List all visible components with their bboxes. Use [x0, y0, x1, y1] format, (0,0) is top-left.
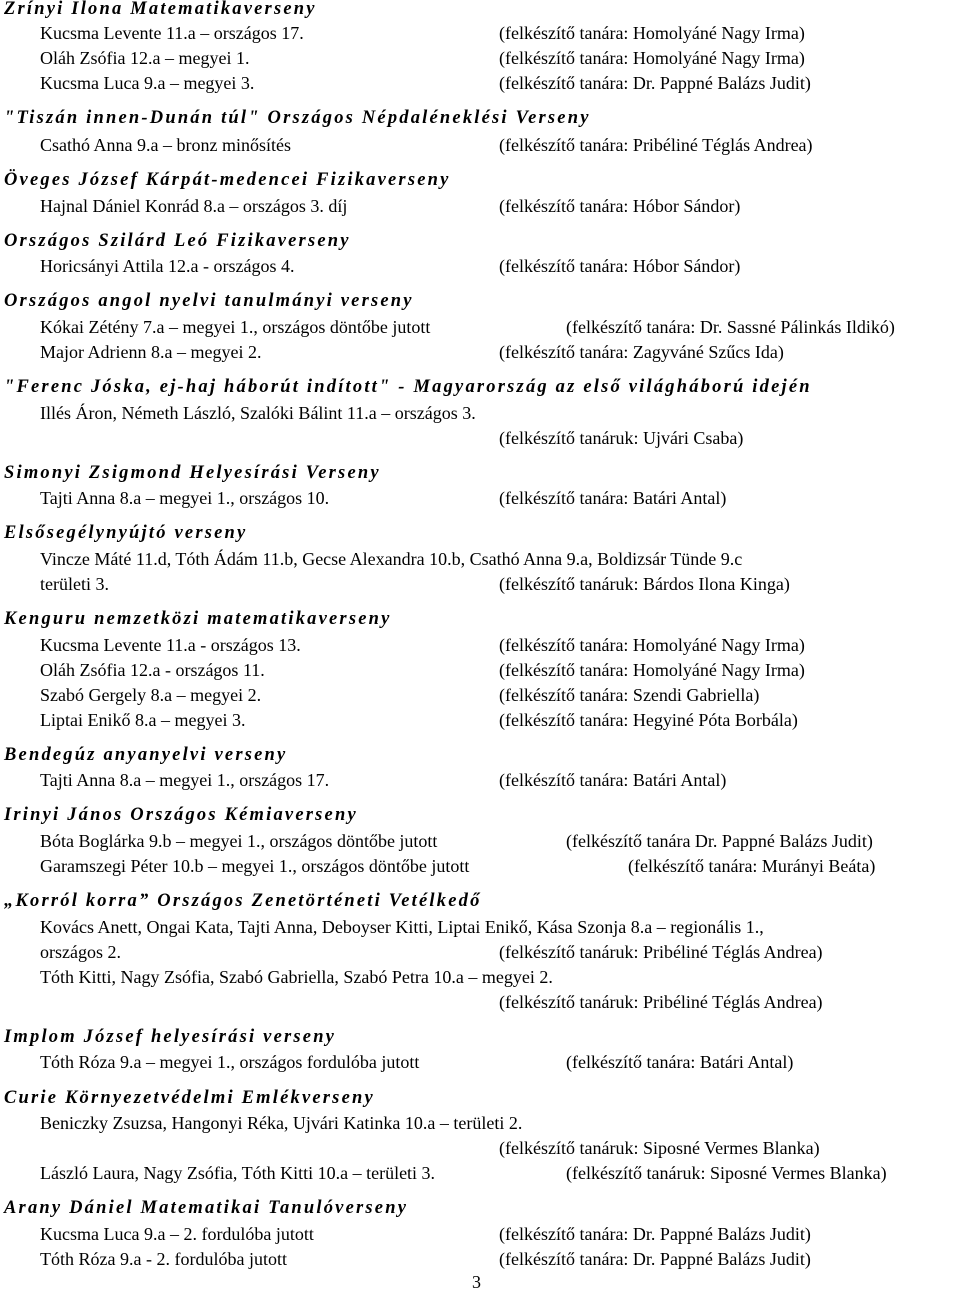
- entry-teacher: (felkészítő tanáruk: Bárdos Ilona Kinga): [499, 574, 790, 594]
- entry-student: Szabó Gergely 8.a – megyei 2.: [40, 685, 262, 705]
- entry-student: Tajti Anna 8.a – megyei 1., országos 10.: [40, 488, 330, 508]
- entry-student: Hajnal Dániel Konrád 8.a – országos 3. díj: [40, 196, 348, 216]
- entry-student: Major Adrienn 8.a – megyei 2.: [40, 342, 262, 362]
- section-title: Országos Szilárd Leó Fizikaverseny: [4, 231, 351, 251]
- entry-student: Bóta Boglárka 9.b – megyei 1., országos döntőbe jutott: [40, 831, 438, 851]
- entry-teacher: (felkészítő tanáruk: Siposné Vermes Blanka): [499, 1138, 820, 1158]
- section-title: Curie Környezetvédelmi Emlékverseny: [4, 1088, 375, 1108]
- entry-student: Tajti Anna 8.a – megyei 1., országos 17.: [40, 770, 330, 790]
- entry-student: Oláh Zsófia 12.a – megyei 1.: [40, 48, 250, 68]
- entry-teacher: (felkészítő tanára: Batári Antal): [499, 770, 727, 790]
- entry-student: Kucsma Luca 9.a – megyei 3.: [40, 73, 255, 93]
- entry-teacher: (felkészítő tanára: Dr. Pappné Balázs Judit): [499, 1224, 811, 1244]
- entry-teacher: (felkészítő tanára: Homolyáné Nagy Irma): [499, 660, 805, 680]
- section-title: Elsősegélynyújtó verseny: [4, 523, 248, 543]
- entry-student: Tóth Róza 9.a - 2. fordulóba jutott: [40, 1249, 287, 1269]
- entry-student: Tóth Kitti, Nagy Zsófia, Szabó Gabriella, Szabó Petra 10.a – megyei 2.: [40, 967, 553, 987]
- entry-student: Tóth Róza 9.a – megyei 1., országos fordulóba jutott: [40, 1052, 420, 1072]
- entry-teacher: (felkészítő tanára: Murányi Beáta): [628, 856, 876, 876]
- section-title: Irinyi János Országos Kémiaverseny: [4, 805, 358, 825]
- entry-teacher: (felkészítő tanáruk: Pribéliné Téglás Andrea): [499, 992, 823, 1012]
- entry-teacher: (felkészítő tanáruk: Siposné Vermes Blanka): [566, 1163, 887, 1183]
- entry-student: Csathó Anna 9.a – bronz minősítés: [40, 135, 291, 155]
- entry-student: Beniczky Zsuzsa, Hangonyi Réka, Ujvári Katinka 10.a – területi 2.: [40, 1113, 523, 1133]
- entry-teacher: (felkészítő tanáruk: Pribéliné Téglás Andrea): [499, 942, 823, 962]
- entry-student: Kucsma Levente 11.a - országos 13.: [40, 635, 301, 655]
- entry-teacher: (felkészítő tanára: Dr. Pappné Balázs Judit): [499, 1249, 811, 1269]
- entry-teacher: (felkészítő tanára Dr. Pappné Balázs Judit): [566, 831, 873, 851]
- entry-student: Oláh Zsófia 12.a - országos 11.: [40, 660, 265, 680]
- entry-student: Kókai Zétény 7.a – megyei 1., országos döntőbe jutott: [40, 317, 431, 337]
- entry-student: Horicsányi Attila 12.a - országos 4.: [40, 256, 295, 276]
- entry-teacher: (felkészítő tanáruk: Ujvári Csaba): [499, 428, 744, 448]
- entry-teacher: (felkészítő tanára: Pribéliné Téglás Andrea): [499, 135, 813, 155]
- entry-teacher: (felkészítő tanára: Homolyáné Nagy Irma): [499, 635, 805, 655]
- entry-teacher: (felkészítő tanára: Zagyváné Szűcs Ida): [499, 342, 784, 362]
- entry-student: Kucsma Levente 11.a – országos 17.: [40, 23, 304, 43]
- section-title: "Ferenc Jóska, ej-haj háborút indított" - Magyarország az első világháború idején: [4, 377, 812, 397]
- page-number: 3: [472, 1272, 481, 1292]
- entry-student: országos 2.: [40, 942, 121, 962]
- entry-student: Kovács Anett, Ongai Kata, Tajti Anna, Deboyser Kitti, Liptai Enikő, Kása Szonja 8.a – regionális 1.,: [40, 917, 764, 937]
- section-title: "Tiszán innen-Dunán túl" Országos Népdaléneklési Verseny: [4, 108, 591, 128]
- entry-teacher: (felkészítő tanára: Batári Antal): [499, 488, 727, 508]
- entry-student: László Laura, Nagy Zsófia, Tóth Kitti 10.a – területi 3.: [40, 1163, 436, 1183]
- entry-student: Kucsma Luca 9.a – 2. fordulóba jutott: [40, 1224, 314, 1244]
- section-title: Implom József helyesírási verseny: [4, 1027, 337, 1047]
- entry-teacher: (felkészítő tanára: Batári Antal): [566, 1052, 794, 1072]
- entry-student: területi 3.: [40, 574, 109, 594]
- entry-teacher: (felkészítő tanára: Hóbor Sándor): [499, 196, 741, 216]
- entry-teacher: (felkészítő tanára: Homolyáné Nagy Irma): [499, 23, 805, 43]
- entry-teacher: (felkészítő tanára: Dr. Pappné Balázs Judit): [499, 73, 811, 93]
- section-title: Simonyi Zsigmond Helyesírási Verseny: [4, 463, 381, 483]
- entry-teacher: (felkészítő tanára: Hegyiné Póta Borbála): [499, 710, 798, 730]
- entry-teacher: (felkészítő tanára: Szendi Gabriella): [499, 685, 760, 705]
- entry-student: Garamszegi Péter 10.b – megyei 1., országos döntőbe jutott: [40, 856, 470, 876]
- section-title: Országos angol nyelvi tanulmányi verseny: [4, 291, 414, 311]
- entry-teacher: (felkészítő tanára: Homolyáné Nagy Irma): [499, 48, 805, 68]
- section-title: Kenguru nemzetközi matematikaverseny: [4, 609, 392, 629]
- entry-student: Vincze Máté 11.d, Tóth Ádám 11.b, Gecse Alexandra 10.b, Csathó Anna 9.a, Boldizsár Tünde 9.c: [40, 549, 743, 569]
- section-title: Bendegúz anyanyelvi verseny: [4, 745, 288, 765]
- entry-student: Illés Áron, Németh László, Szalóki Bálint 11.a – országos 3.: [40, 403, 476, 423]
- section-title: Arany Dániel Matematikai Tanulóverseny: [4, 1198, 409, 1218]
- section-title: „Korról korra” Országos Zenetörténeti Vetélkedő: [4, 891, 482, 911]
- entry-student: Liptai Enikő 8.a – megyei 3.: [40, 710, 246, 730]
- section-title: Öveges József Kárpát-medencei Fizikaverseny: [4, 170, 451, 190]
- entry-teacher: (felkészítő tanára: Dr. Sassné Pálinkás Ildikó): [566, 317, 895, 337]
- section-title: Zrínyi Ilona Matematikaverseny: [4, 0, 317, 19]
- entry-teacher: (felkészítő tanára: Hóbor Sándor): [499, 256, 741, 276]
